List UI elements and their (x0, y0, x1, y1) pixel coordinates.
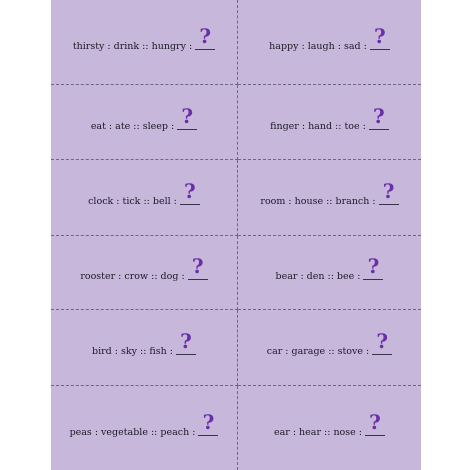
analogy-card-4 (238, 85, 421, 160)
analogy-card-sheet (51, 0, 421, 470)
analogy-card-10 (238, 310, 421, 386)
question-mark-icon: ? (382, 179, 395, 203)
answer-blank (369, 103, 389, 130)
analogy-text: peas : vegetable :: peach : (69, 426, 196, 438)
answer-blank (195, 23, 215, 50)
question-mark-icon: ? (191, 254, 204, 278)
question-mark-icon: ? (180, 329, 192, 353)
analogy-text: room : house :: branch : (260, 196, 376, 207)
analogy-text: clock : tick :: bell : (88, 196, 177, 207)
answer-blank (188, 254, 208, 280)
analogy-text: ear : hear :: nose : (273, 426, 362, 438)
analogy-text: thirsty : drink :: hungry : (72, 40, 193, 52)
answer-blank (365, 409, 385, 436)
analogy-text: finger : hand :: toe : (270, 120, 366, 132)
analogy-card-3 (51, 85, 238, 160)
question-mark-icon: ? (376, 329, 389, 353)
question-mark-icon: ? (369, 409, 381, 434)
analogy-text: eat : ate :: sleep : (90, 120, 175, 132)
analogy-text: happy : laugh : sad : (269, 40, 367, 52)
answer-blank (198, 409, 218, 436)
question-mark-icon: ? (184, 179, 196, 203)
question-mark-icon: ? (202, 409, 215, 434)
analogy-text: bird : sky :: fish : (92, 346, 173, 357)
question-mark-icon: ? (367, 254, 380, 278)
answer-blank (379, 179, 399, 205)
analogy-card-1 (51, 0, 238, 85)
analogy-text: rooster : crow :: dog : (80, 271, 185, 282)
analogy-card-5 (51, 160, 238, 236)
analogy-card-11 (51, 386, 238, 470)
question-mark-icon: ? (373, 23, 386, 48)
analogy-card-9 (51, 310, 238, 386)
analogy-card-12 (238, 386, 421, 470)
answer-blank (176, 329, 196, 355)
answer-blank (372, 329, 392, 355)
analogy-text: bear : den :: bee : (275, 271, 361, 282)
answer-blank (177, 103, 197, 130)
answer-blank (180, 179, 200, 205)
question-mark-icon: ? (373, 103, 385, 128)
answer-blank (363, 254, 383, 280)
analogy-card-2 (238, 0, 421, 85)
question-mark-icon: ? (181, 103, 194, 128)
analogy-card-7 (51, 236, 238, 310)
analogy-card-6 (238, 160, 421, 236)
answer-blank (370, 23, 390, 50)
analogy-card-8 (238, 236, 421, 310)
analogy-text: car : garage :: stove : (266, 346, 370, 357)
question-mark-icon: ? (199, 23, 212, 48)
